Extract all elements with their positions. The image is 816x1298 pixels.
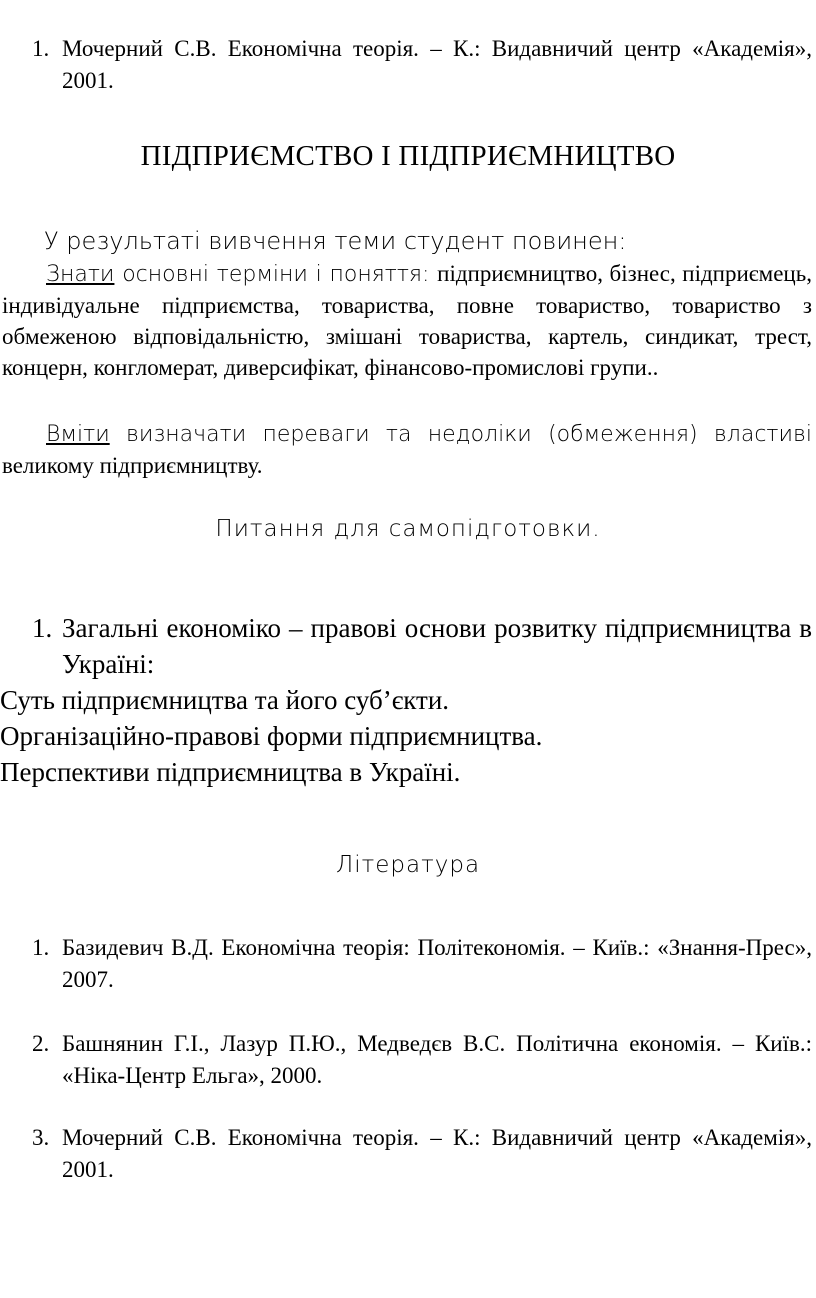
can-text: великому підприємництву. — [2, 453, 263, 478]
question-item — [16, 610, 812, 682]
top-reference-item — [16, 33, 812, 97]
list-number: 2. — [32, 1031, 50, 1056]
can-paragraph — [2, 418, 812, 481]
subquestion-line: Перспективи підприємництва в Україні. — [0, 757, 461, 787]
list-number: 3. — [32, 1125, 50, 1150]
literature-text: Башнянин Г.І., Лазур П.Ю., Медведєв В.С. Політична економія. – Київ.: «Ніка-Центр Ельга», 2000. — [62, 1031, 812, 1088]
can-label: Вміти — [46, 422, 110, 447]
reference-text: Мочерний С.В. Економічна теорія. – К.: Видавничий центр «Академія», 2001. — [62, 36, 812, 93]
list-number: 1. — [32, 935, 50, 960]
literature-item — [16, 1122, 812, 1186]
literature-heading: Література — [335, 852, 481, 878]
intro-text: У результаті вивчення теми студент повинен: — [44, 227, 627, 255]
know-terms: підприємництво, бізнес, підприємець, індивідуальне підприємства, товариства, повне товариство, товариство з обмеженою відповідальністю, змішані товариства, картель, синдикат, трест, концерн, конгломерат, диверсифікат, фінансово-промислові групи.. — [2, 261, 812, 380]
subquestion-line: Суть підприємництва та його суб’єкти. — [0, 685, 450, 715]
literature-item — [16, 932, 812, 996]
literature-text: Мочерний С.В. Економічна теорія. – К.: Видавничий центр «Академія», 2001. — [62, 1125, 812, 1182]
list-number: 1. — [32, 36, 50, 61]
can-lead: визначати переваги та недоліки (обмеження) властиві — [109, 422, 812, 447]
subquestion-line: Організаційно-правові форми підприємництва. — [0, 721, 543, 751]
literature-text: Базидевич В.Д. Економічна теорія: Політекономія. – Київ.: «Знання-Прес», 2007. — [62, 935, 812, 992]
know-lead: основні терміни і поняття: — [114, 262, 438, 287]
list-number: 1. — [32, 613, 53, 643]
know-label: Знати — [46, 262, 115, 287]
question-text: Загальні економіко – правові основи розвитку підприємництва в Україні: — [62, 613, 812, 679]
page-title: ПІДПРИЄМСТВО І ПІДПРИЄМНИЦТВО — [140, 140, 676, 172]
literature-item — [16, 1028, 812, 1092]
self-prep-heading: Питання для самопідготовки. — [215, 516, 601, 542]
know-paragraph — [2, 258, 812, 383]
